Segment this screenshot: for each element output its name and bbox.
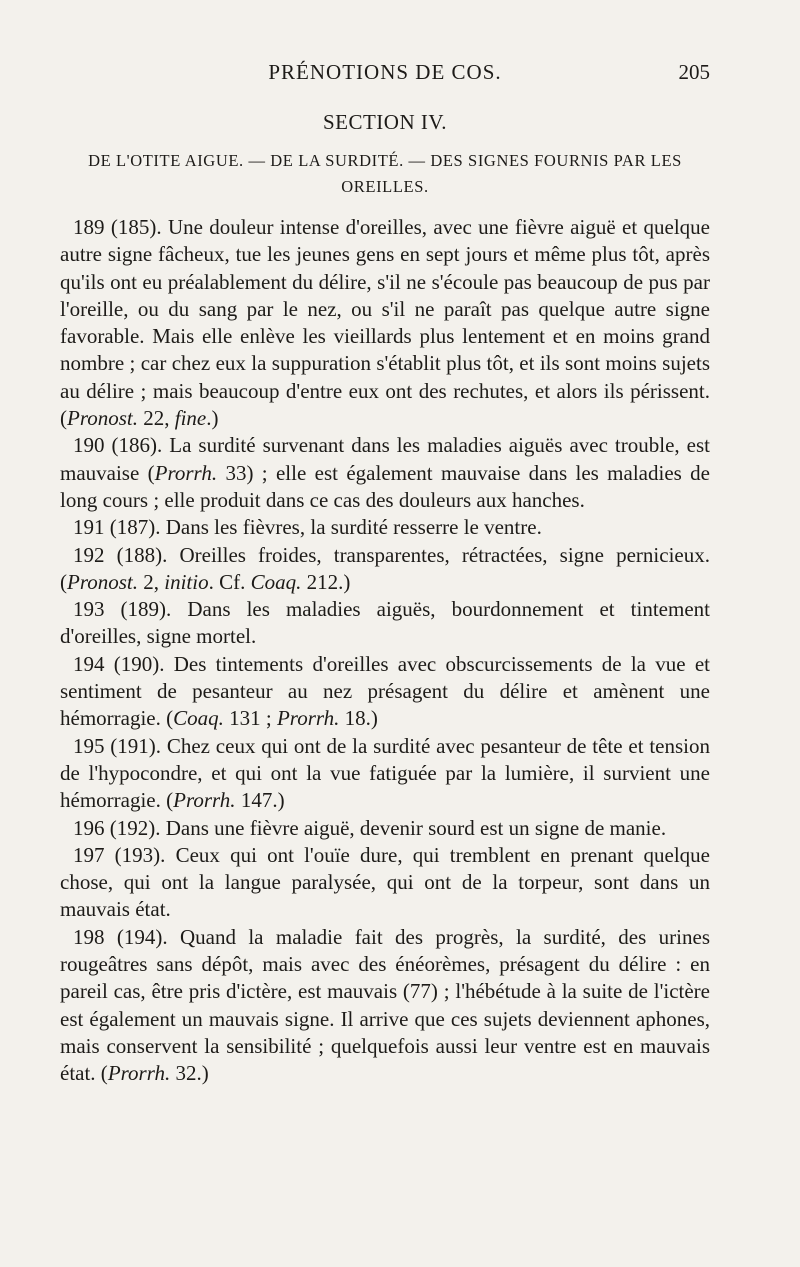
italic-citation: Pronost. xyxy=(67,569,138,594)
text-run: 194 (190). Des tintements d'oreilles avec obscurcissements de la vue et sentiment de pesanteur au nez présagent du délire et amènent une hémorragie. ( xyxy=(60,651,710,731)
text-run: 197 (193). Ceux qui ont l'ouïe dure, qui tremblent en prenant quelque chose, qui ont la langue paralysée, qui ont de la torpeur, sont dans un mauvais état. xyxy=(60,842,710,922)
text-run: 195 (191). Chez ceux qui ont de la surdité avec pesanteur de tête et tension de l'hypocondre, et qui ont la vue fatiguée par la lumière, il survient une hémorragie. ( xyxy=(60,733,710,813)
running-head xyxy=(60,60,710,90)
text-run: 191 (187). Dans les fièvres, la surdité resserre le ventre. xyxy=(73,515,542,540)
paragraph xyxy=(60,924,710,1088)
section-title: SECTION IV. xyxy=(322,110,448,134)
paragraph xyxy=(60,815,710,842)
text-run: 212.) xyxy=(301,569,351,594)
paragraph xyxy=(60,733,710,815)
text-run: 18.) xyxy=(339,706,378,731)
text-run: 32.) xyxy=(170,1061,209,1086)
text-run: 2, xyxy=(137,569,165,594)
text-run: 198 (194). Quand la maladie fait des progrès, la surdité, des urines rougeâtres sans dépôt, mais avec des énéorèmes, présagent du délire : en pareil cas, être pris d'ictère, est mauvais (77) ; l'hébétude à la suite de l'ictère est également un mauvais signe. Il arrive que ces sujets deviennent aphones, mais conservent la sensibilité ; quelquefois aussi leur ventre est en mauvais état. ( xyxy=(60,924,710,1086)
italic-citation: Prorrh. xyxy=(107,1061,171,1086)
italic-citation: Prorrh. xyxy=(276,706,340,731)
paragraph xyxy=(60,432,710,514)
text-run: .) xyxy=(206,406,219,431)
text-run: 22, xyxy=(137,406,175,431)
page-number: 205 xyxy=(678,60,710,84)
text-run: 131 ; xyxy=(223,706,277,731)
text-run: 147.) xyxy=(235,788,285,813)
italic-citation: Coaq. xyxy=(173,706,224,731)
paragraph xyxy=(60,596,710,651)
text-run: 192 (188). Oreilles froides, transparentes, rétractées, signe pernicieux. ( xyxy=(60,542,710,594)
section-subtitle: DE L'OTITE AIGUE. — DE LA SURDITÉ. — DES SIGNES FOURNIS PAR LES OREILLES. xyxy=(88,151,682,196)
paragraph xyxy=(60,214,710,432)
running-title: PRÉNOTIONS DE COS. xyxy=(268,60,502,84)
italic-citation: initio xyxy=(164,569,209,594)
paragraph xyxy=(60,542,710,597)
text-run: . Cf. xyxy=(208,569,251,594)
italic-citation: Prorrh. xyxy=(173,788,236,813)
text-run: 196 (192). Dans une fièvre aiguë, devenir sourd est un signe de manie. xyxy=(73,815,667,840)
body-text xyxy=(60,214,710,1088)
paragraph xyxy=(60,514,710,541)
paragraph xyxy=(60,651,710,733)
italic-citation: Pronost. xyxy=(67,406,138,431)
text-run: 189 (185). Une douleur intense d'oreilles, avec une fièvre aiguë et quelque autre signe fâcheux, tue les jeunes gens en sept jours et même plus tôt, après qu'ils ont eu préalablement du délire, s'il ne s'écoule pas beaucoup de pus par l'oreille, ou du sang par le nez, ou s'il ne paraît pas quelque autre signe favorable. Mais elle enlève les vieillards plus lentement et en moins grand nombre ; car chez eux la suppuration s'établit plus tôt, et ils sont moins sujets au délire ; mais beaucoup d'entre eux ont des rechutes, et alors ils périssent. ( xyxy=(60,215,710,431)
text-run: 193 (189). Dans les maladies aiguës, bourdonnement et tintement d'oreilles, signe mortel. xyxy=(60,597,710,649)
italic-citation: fine xyxy=(174,406,207,431)
text-run: 33) ; elle est également mauvaise dans les maladies de long cours ; elle produit dans ce cas des douleurs aux hanches. xyxy=(60,460,710,512)
italic-citation: Coaq. xyxy=(250,569,302,594)
paragraph xyxy=(60,842,710,924)
italic-citation: Prorrh. xyxy=(154,460,218,485)
text-run: 190 (186). La surdité survenant dans les maladies aiguës avec trouble, est mauvaise ( xyxy=(60,433,710,485)
